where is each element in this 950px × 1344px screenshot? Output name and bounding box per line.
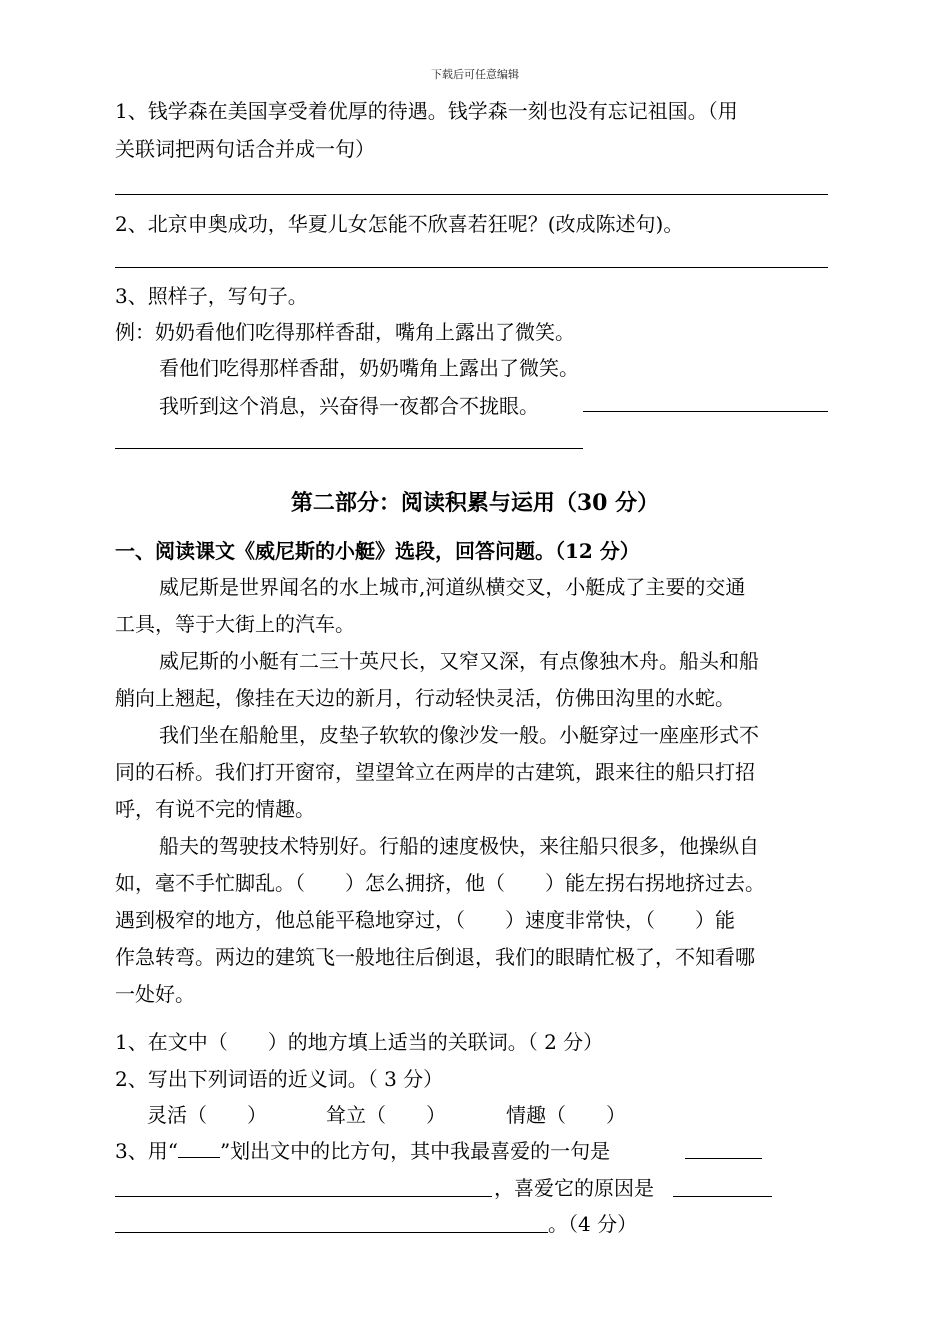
question-3: 3、照样子，写句子。 [115, 284, 308, 308]
passage-line: 同的石桥。我们打开窗帘，望望耸立在两岸的古建筑，跟来往的船只打招 [115, 760, 755, 784]
answer-line-q3c[interactable] [673, 1196, 772, 1197]
reading-question-3 [115, 1139, 610, 1163]
reading-question-2: 2、写出下列词语的近义词。（ 3 分） [115, 1067, 444, 1091]
example-rewrite: 看他们吃得那样香甜，奶奶嘴角上露出了微笑。 [159, 356, 579, 380]
passage-line: 艄向上翘起，像挂在天边的新月，行动轻快灵活，仿佛田沟里的水蛇。 [115, 686, 735, 710]
passage-line: 工具，等于大街上的汽车。 [115, 612, 355, 636]
part-2-title: 第二部分：阅读积累与运用（30 分） [290, 490, 660, 516]
answer-line-3a[interactable] [583, 411, 828, 412]
answer-line-q3a[interactable] [685, 1158, 762, 1159]
passage-line: 威尼斯的小艇有二三十英尺长，又窄又深，有点像独木舟。船头和船 [159, 649, 759, 673]
question-2: 2、北京申奥成功，华夏儿女怎能不欣喜若狂呢？(改成陈述句)。 [115, 212, 684, 236]
q3-start: 3、用“ [115, 1139, 178, 1163]
passage-line: 船夫的驾驶技术特别好。行船的速度极快，来往船只很多，他操纵自 [159, 834, 759, 858]
q3-reason-label: ，喜爱它的原因是 [494, 1176, 654, 1200]
q3-mid: ”划出文中的比方句，其中我最喜爱的一句是 [219, 1139, 611, 1163]
synonym-word-2[interactable]: 耸立（ ） [326, 1103, 446, 1127]
answer-line-1[interactable] [115, 194, 828, 195]
passage-line: 威尼斯是世界闻名的水上城市,河道纵横交叉，小艇成了主要的交通 [159, 575, 746, 599]
synonym-word-3[interactable]: 情趣（ ） [506, 1103, 626, 1127]
passage-line: 遇到极窄的地方，他总能平稳地穿过，（ ）速度非常快，（ ）能 [115, 908, 735, 932]
question-1-line-2: 关联词把两句话合并成一句） [115, 137, 375, 161]
passage-line: 呼，有说不完的情趣。 [115, 797, 315, 821]
passage-line: 一处好。 [115, 982, 195, 1006]
answer-line-q3d[interactable] [115, 1232, 548, 1233]
q3-end: 。（4 分） [548, 1212, 638, 1236]
underline-sample [178, 1139, 220, 1158]
passage-line: 作急转弯。两边的建筑飞一般地往后倒退，我们的眼睛忙极了，不知看哪 [115, 945, 755, 969]
rewrite-prompt: 我听到这个消息，兴奋得一夜都合不拢眼。 [159, 394, 539, 418]
answer-line-q3b[interactable] [115, 1196, 492, 1197]
page-header: 下载后可任意编辑 [431, 68, 519, 81]
passage-line: 我们坐在船舱里，皮垫子软软的像沙发一般。小艇穿过一座座形式不 [159, 723, 759, 747]
answer-line-3b[interactable] [115, 448, 583, 449]
passage-line: 如，毫不手忙脚乱。（ ）怎么拥挤，他（ ）能左拐右拐地挤过去。 [115, 871, 765, 895]
answer-line-2[interactable] [115, 267, 828, 268]
synonym-word-1[interactable]: 灵活（ ） [147, 1103, 267, 1127]
section-1-title: 一、阅读课文《威尼斯的小艇》选段，回答问题。（12 分） [115, 539, 640, 563]
reading-question-1: 1、在文中（ ）的地方填上适当的关联词。（ 2 分） [115, 1030, 604, 1054]
question-1-line-1: 1、钱学森在美国享受着优厚的待遇。钱学森一刻也没有忘记祖国。（用 [115, 99, 738, 123]
example-sentence: 例：奶奶看他们吃得那样香甜，嘴角上露出了微笑。 [115, 320, 575, 344]
